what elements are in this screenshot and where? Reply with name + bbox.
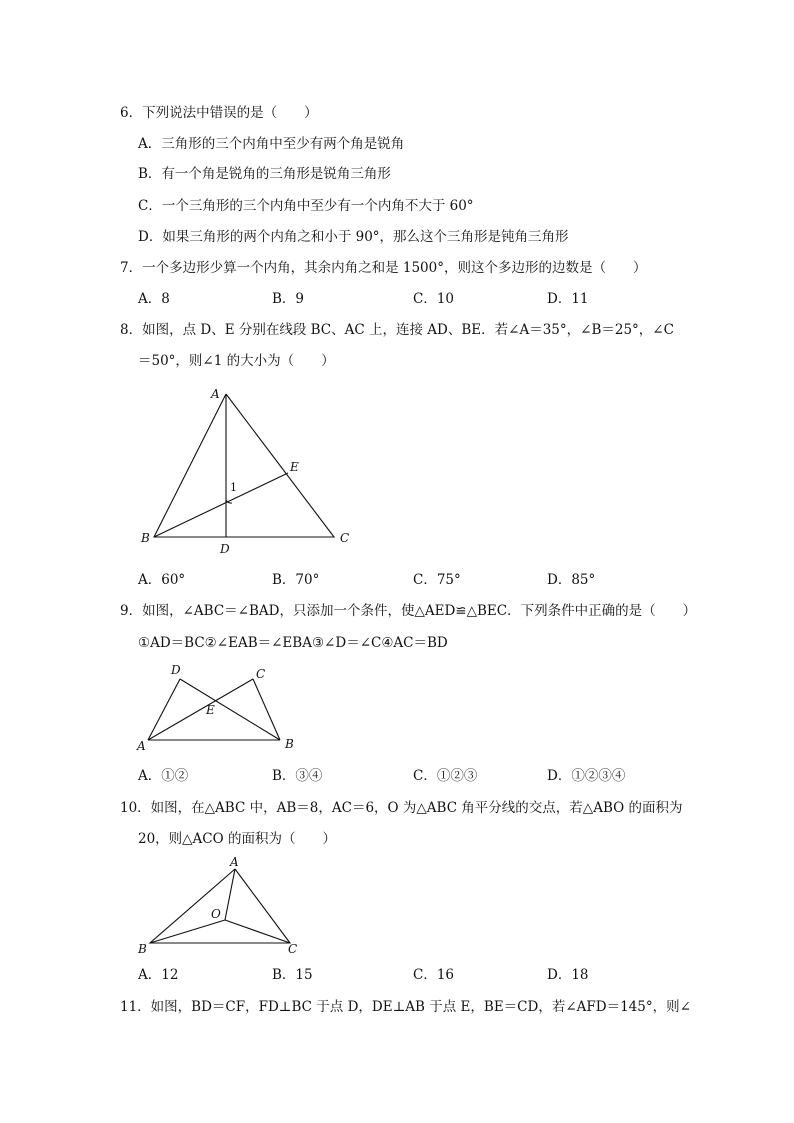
- q10-option-d: D．18: [547, 967, 589, 983]
- q9-label-b: B: [285, 737, 294, 751]
- q9-label-c: C: [256, 667, 266, 681]
- q6-option-d: D．如果三角形的两个内角之和小于 90°，那么这个三角形是钝角三角形: [138, 229, 569, 245]
- q8-stem-line1: 8．如图，点 D、E 分别在线段 BC、AC 上，连接 AD、BE．若∠A＝35°，∠B＝25°，∠C: [120, 322, 674, 338]
- q8-label-e: E: [290, 460, 299, 474]
- q8-option-d: D．85°: [547, 572, 596, 588]
- q8-label-c: C: [340, 531, 350, 545]
- q9-label-d: D: [171, 663, 181, 677]
- q9-label-e: E: [206, 703, 215, 717]
- q8-label-b: B: [141, 531, 150, 545]
- q10-segment-bo: [150, 920, 225, 943]
- q10-stem-line1: 10．如图，在△ABC 中，AB＝8，AC＝6，O 为△ABC 角平分线的交点，若△ABO 的面积为: [120, 800, 683, 816]
- q8-option-c: C．75°: [413, 572, 461, 588]
- q6-option-a: A．三角形的三个内角中至少有两个角是锐角: [138, 136, 405, 152]
- q10-label-o: O: [211, 907, 221, 921]
- q10-option-b: B．15: [272, 967, 313, 983]
- q7-option-b: B．9: [272, 291, 305, 307]
- q8-option-b: B．70°: [272, 572, 320, 588]
- q8-label-d: D: [220, 542, 230, 556]
- q10-stem-line2: 20，则△ACO 的面积为（ ）: [138, 831, 336, 847]
- q6-option-c: C．一个三角形的三个内角中至少有一个内角不大于 60°: [138, 198, 474, 214]
- q7-stem: 7．一个多边形少算一个内角，其余内角之和是 1500°，则这个多边形的边数是（ ）: [120, 260, 647, 276]
- q8-stem-line2: ＝50°，则∠1 的大小为（ ）: [138, 353, 335, 369]
- q10-triangle-abc: [150, 869, 290, 943]
- q10-label-a: A: [230, 855, 239, 869]
- q9-option-d: D．①②③④: [547, 768, 626, 784]
- q7-option-c: C．10: [413, 291, 455, 307]
- q10-label-b: B: [138, 942, 147, 956]
- q9-label-a: A: [137, 739, 146, 753]
- q8-label-a: A: [211, 387, 220, 401]
- q8-label-angle-1: 1: [230, 481, 237, 494]
- q6-option-b: B．有一个角是锐角的三角形是锐角三角形: [138, 166, 391, 182]
- q11-stem: 11．如图，BD＝CF，FD⊥BC 于点 D，DE⊥AB 于点 E，BE＝CD，若∠AFD＝145°，则∠: [120, 999, 691, 1015]
- q10-segment-co: [225, 920, 290, 943]
- q10-label-c: C: [288, 942, 298, 956]
- q9-stem: 9．如图，∠ABC＝∠BAD，只添加一个条件，使△AED≌△BEC．下列条件中正确的是（ ）: [120, 603, 697, 619]
- q7-option-d: D．11: [547, 291, 589, 307]
- q10-option-c: C．16: [413, 967, 455, 983]
- q10-option-a: A．12: [138, 967, 179, 983]
- q9-option-c: C．①②③: [413, 768, 478, 784]
- q9-option-a: A．①②: [138, 768, 189, 784]
- q6-stem: 6．下列说法中错误的是（ ）: [120, 105, 318, 121]
- q7-option-a: A．8: [138, 291, 170, 307]
- q9-option-b: B．③④: [272, 768, 323, 784]
- q8-option-a: A．60°: [138, 572, 186, 588]
- q9-conditions: ①AD＝BC②∠EAB＝∠EBA③∠D＝∠C④AC＝BD: [138, 635, 448, 651]
